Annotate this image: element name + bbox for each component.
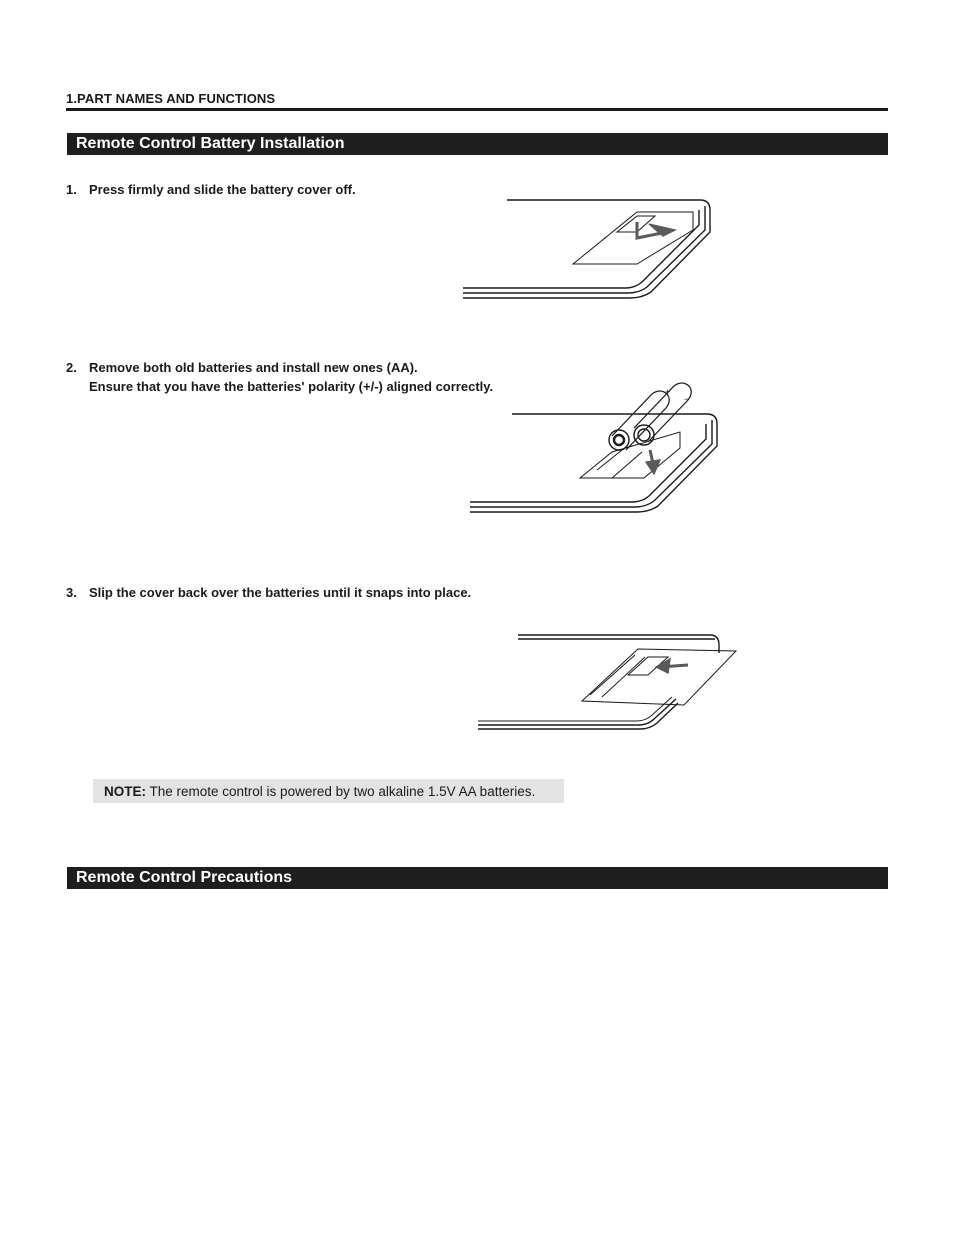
svg-text:−: − bbox=[684, 394, 690, 404]
section-title-precautions: Remote Control Precautions bbox=[67, 867, 888, 889]
cover-replace-icon bbox=[470, 625, 745, 740]
note-text: The remote control is powered by two alkaline 1.5V AA batteries. bbox=[146, 784, 536, 799]
battery-insert-icon bbox=[462, 378, 732, 518]
chapter-heading: 1.PART NAMES AND FUNCTIONS bbox=[66, 91, 888, 111]
step-text: Slip the cover back over the batteries until it snaps into place. bbox=[89, 585, 472, 600]
note-label: NOTE: bbox=[104, 784, 146, 799]
section-title-battery-installation: Remote Control Battery Installation bbox=[67, 133, 888, 155]
note-box bbox=[93, 779, 564, 803]
svg-text:+: + bbox=[665, 387, 671, 397]
step-number: 3. bbox=[66, 585, 77, 600]
remote-cover-slide-off-icon bbox=[455, 190, 725, 305]
step-text: Press firmly and slide the battery cover off. bbox=[89, 182, 356, 197]
step-number: 1. bbox=[66, 182, 77, 197]
step-text: Ensure that you have the batteries' polarity (+/-) aligned correctly. bbox=[89, 379, 494, 394]
step-number: 2. bbox=[66, 360, 77, 375]
step-text: Remove both old batteries and install new ones (AA). bbox=[89, 360, 418, 375]
